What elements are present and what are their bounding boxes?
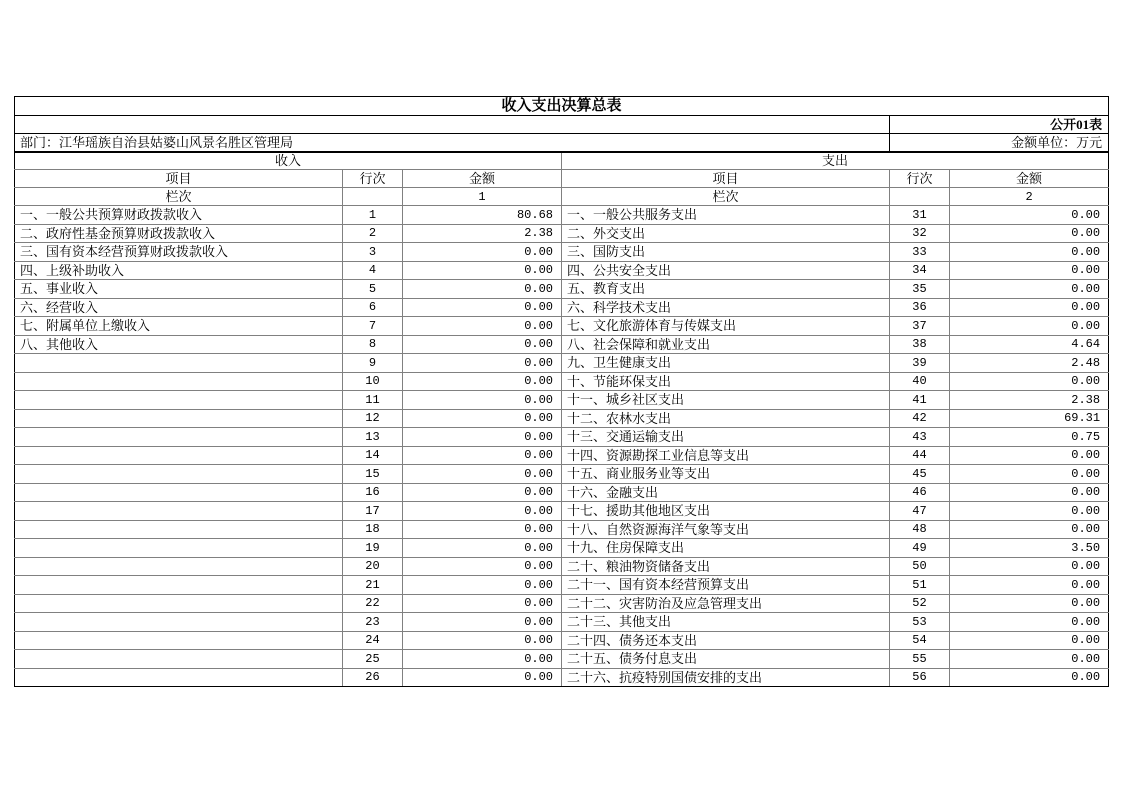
- income-amount-cell: 0.00: [403, 668, 562, 687]
- table-row: [15, 483, 1109, 502]
- expense-amount-cell: 3.50: [950, 539, 1109, 558]
- expense-amount-cell: 0.00: [950, 483, 1109, 502]
- expense-column-index-label: 栏次: [562, 188, 890, 206]
- expense-amount-cell: 0.00: [950, 502, 1109, 521]
- expense-item-cell: 二十一、国有资本经营预算支出: [562, 576, 890, 595]
- expense-item-cell: 十一、城乡社区支出: [562, 391, 890, 410]
- table-row: [15, 465, 1109, 484]
- table-row: [15, 557, 1109, 576]
- table-row: [15, 335, 1109, 354]
- expense-item-cell: 四、公共安全支出: [562, 261, 890, 280]
- expense-line-no-header: 行次: [890, 170, 950, 188]
- income-amount-cell: 80.68: [403, 206, 562, 225]
- income-item-cell: [15, 576, 343, 595]
- expense-line-no-blank: [890, 188, 950, 206]
- income-line-cell: 21: [343, 576, 403, 595]
- income-line-cell: 6: [343, 298, 403, 317]
- expense-line-cell: 49: [890, 539, 950, 558]
- income-item-cell: [15, 428, 343, 447]
- expense-amount-cell: 0.00: [950, 243, 1109, 262]
- income-item-cell: [15, 409, 343, 428]
- expense-line-cell: 44: [890, 446, 950, 465]
- expense-line-cell: 31: [890, 206, 950, 225]
- expense-line-cell: 53: [890, 613, 950, 632]
- expense-line-cell: 41: [890, 391, 950, 410]
- expense-item-cell: 十八、自然资源海洋气象等支出: [562, 520, 890, 539]
- income-line-cell: 4: [343, 261, 403, 280]
- income-amount-cell: 0.00: [403, 391, 562, 410]
- expense-amount-cell: 0.00: [950, 576, 1109, 595]
- expense-amount-cell: 0.00: [950, 446, 1109, 465]
- income-item-cell: [15, 520, 343, 539]
- section-header-row: [15, 152, 1109, 170]
- expense-item-cell: 十六、金融支出: [562, 483, 890, 502]
- expense-amount-cell: 0.00: [950, 372, 1109, 391]
- expense-item-header: 项目: [562, 170, 890, 188]
- income-line-cell: 18: [343, 520, 403, 539]
- income-line-cell: 25: [343, 650, 403, 669]
- expense-amount-cell: 4.64: [950, 335, 1109, 354]
- expense-item-cell: 十五、商业服务业等支出: [562, 465, 890, 484]
- table-row: [15, 243, 1109, 262]
- income-section-header: 收入: [15, 152, 562, 170]
- expense-item-cell: 十四、资源勘探工业信息等支出: [562, 446, 890, 465]
- table-row: [15, 391, 1109, 410]
- income-amount-cell: 0.00: [403, 576, 562, 595]
- expense-line-cell: 55: [890, 650, 950, 669]
- expenditure-section-header: 支出: [562, 152, 1109, 170]
- income-line-cell: 24: [343, 631, 403, 650]
- expense-line-cell: 36: [890, 298, 950, 317]
- income-amount-cell: 0.00: [403, 261, 562, 280]
- expense-item-cell: 十三、交通运输支出: [562, 428, 890, 447]
- income-line-cell: 20: [343, 557, 403, 576]
- expense-item-cell: 二十二、灾害防治及应急管理支出: [562, 594, 890, 613]
- expense-line-cell: 32: [890, 224, 950, 243]
- income-item-cell: 六、经营收入: [15, 298, 343, 317]
- table-row: [15, 594, 1109, 613]
- income-column-number: 1: [403, 188, 562, 206]
- page-title: 收入支出决算总表: [15, 97, 1109, 116]
- table-row: [15, 317, 1109, 336]
- header-spacer-cell: [15, 116, 890, 134]
- table-body: [15, 206, 1109, 687]
- income-item-cell: [15, 502, 343, 521]
- income-line-cell: 12: [343, 409, 403, 428]
- income-item-cell: [15, 631, 343, 650]
- income-line-cell: 26: [343, 668, 403, 687]
- expense-line-cell: 52: [890, 594, 950, 613]
- income-amount-cell: 0.00: [403, 298, 562, 317]
- income-item-cell: 七、附属单位上缴收入: [15, 317, 343, 336]
- table-row: [15, 206, 1109, 225]
- expense-amount-cell: 2.48: [950, 354, 1109, 373]
- expense-item-cell: 十七、援助其他地区支出: [562, 502, 890, 521]
- expense-line-cell: 33: [890, 243, 950, 262]
- expense-line-cell: 56: [890, 668, 950, 687]
- income-line-cell: 19: [343, 539, 403, 558]
- income-amount-cell: 0.00: [403, 594, 562, 613]
- income-item-cell: [15, 372, 343, 391]
- expense-amount-cell: 0.00: [950, 631, 1109, 650]
- income-item-cell: [15, 613, 343, 632]
- expense-line-cell: 48: [890, 520, 950, 539]
- income-amount-cell: 2.38: [403, 224, 562, 243]
- expense-line-cell: 51: [890, 576, 950, 595]
- income-item-cell: [15, 391, 343, 410]
- table-row: [15, 446, 1109, 465]
- table-row: [15, 224, 1109, 243]
- expense-line-cell: 35: [890, 280, 950, 299]
- expense-amount-cell: 0.00: [950, 594, 1109, 613]
- income-line-cell: 15: [343, 465, 403, 484]
- expense-amount-cell: 0.00: [950, 206, 1109, 225]
- income-amount-cell: 0.00: [403, 483, 562, 502]
- expense-line-cell: 34: [890, 261, 950, 280]
- income-item-cell: [15, 483, 343, 502]
- expense-amount-cell: 0.00: [950, 298, 1109, 317]
- income-line-cell: 2: [343, 224, 403, 243]
- table-row: [15, 539, 1109, 558]
- table-row: [15, 354, 1109, 373]
- income-column-index-label: 栏次: [15, 188, 343, 206]
- expense-amount-cell: 0.00: [950, 557, 1109, 576]
- income-item-cell: [15, 557, 343, 576]
- department-label: 部门：江华瑶族自治县姑婆山风景名胜区管理局: [15, 134, 890, 152]
- expense-line-cell: 37: [890, 317, 950, 336]
- income-item-cell: [15, 446, 343, 465]
- sheet-label: 公开01表: [890, 116, 1109, 134]
- expense-amount-cell: 0.00: [950, 520, 1109, 539]
- expense-item-cell: 十二、农林水支出: [562, 409, 890, 428]
- table-row: [15, 668, 1109, 687]
- expense-amount-cell: 2.38: [950, 391, 1109, 410]
- income-amount-cell: 0.00: [403, 280, 562, 299]
- income-item-cell: [15, 465, 343, 484]
- expense-item-cell: 二十四、债务还本支出: [562, 631, 890, 650]
- income-item-cell: [15, 650, 343, 669]
- expense-amount-cell: 0.00: [950, 280, 1109, 299]
- table-row: [15, 372, 1109, 391]
- expense-item-cell: 二、外交支出: [562, 224, 890, 243]
- expense-line-cell: 40: [890, 372, 950, 391]
- income-item-cell: 一、一般公共预算财政拨款收入: [15, 206, 343, 225]
- table-row: [15, 261, 1109, 280]
- expense-item-cell: 八、社会保障和就业支出: [562, 335, 890, 354]
- budget-summary-table: [14, 96, 1109, 687]
- expense-line-cell: 47: [890, 502, 950, 521]
- income-line-cell: 9: [343, 354, 403, 373]
- table-row: [15, 502, 1109, 521]
- expense-line-cell: 43: [890, 428, 950, 447]
- income-amount-cell: 0.00: [403, 502, 562, 521]
- expense-item-cell: 十、节能环保支出: [562, 372, 890, 391]
- column-index-row: [15, 188, 1109, 206]
- table-row: [15, 576, 1109, 595]
- expense-line-cell: 46: [890, 483, 950, 502]
- expense-line-cell: 39: [890, 354, 950, 373]
- income-amount-cell: 0.00: [403, 539, 562, 558]
- column-header-row: [15, 170, 1109, 188]
- income-item-cell: [15, 354, 343, 373]
- expense-item-cell: 一、一般公共服务支出: [562, 206, 890, 225]
- expense-item-cell: 二十六、抗疫特别国债安排的支出: [562, 668, 890, 687]
- table-row: [15, 428, 1109, 447]
- sheet-label-row: [15, 116, 1109, 134]
- income-line-cell: 23: [343, 613, 403, 632]
- expense-amount-header: 金额: [950, 170, 1109, 188]
- expense-item-cell: 二十三、其他支出: [562, 613, 890, 632]
- department-row: [15, 134, 1109, 152]
- expense-item-cell: 七、文化旅游体育与传媒支出: [562, 317, 890, 336]
- table-row: [15, 613, 1109, 632]
- income-line-cell: 1: [343, 206, 403, 225]
- income-amount-cell: 0.00: [403, 372, 562, 391]
- income-amount-cell: 0.00: [403, 317, 562, 336]
- expense-amount-cell: 0.00: [950, 465, 1109, 484]
- income-amount-cell: 0.00: [403, 243, 562, 262]
- table-row: [15, 280, 1109, 299]
- income-line-cell: 13: [343, 428, 403, 447]
- income-item-cell: 四、上级补助收入: [15, 261, 343, 280]
- income-line-cell: 22: [343, 594, 403, 613]
- expense-item-cell: 十九、住房保障支出: [562, 539, 890, 558]
- income-amount-cell: 0.00: [403, 650, 562, 669]
- expense-line-cell: 45: [890, 465, 950, 484]
- income-amount-cell: 0.00: [403, 446, 562, 465]
- expense-line-cell: 42: [890, 409, 950, 428]
- income-item-cell: 五、事业收入: [15, 280, 343, 299]
- income-amount-cell: 0.00: [403, 465, 562, 484]
- table-row: [15, 650, 1109, 669]
- income-item-header: 项目: [15, 170, 343, 188]
- expense-item-cell: 二十、粮油物资储备支出: [562, 557, 890, 576]
- income-line-cell: 3: [343, 243, 403, 262]
- income-item-cell: 八、其他收入: [15, 335, 343, 354]
- income-line-cell: 7: [343, 317, 403, 336]
- income-amount-cell: 0.00: [403, 354, 562, 373]
- income-item-cell: 二、政府性基金预算财政拨款收入: [15, 224, 343, 243]
- income-item-cell: [15, 539, 343, 558]
- income-line-cell: 10: [343, 372, 403, 391]
- income-amount-cell: 0.00: [403, 613, 562, 632]
- expense-line-cell: 38: [890, 335, 950, 354]
- amount-unit-label: 金额单位：万元: [890, 134, 1109, 152]
- expense-line-cell: 50: [890, 557, 950, 576]
- income-line-no-blank: [343, 188, 403, 206]
- expense-item-cell: 九、卫生健康支出: [562, 354, 890, 373]
- income-amount-cell: 0.00: [403, 428, 562, 447]
- income-line-cell: 11: [343, 391, 403, 410]
- expense-amount-cell: 0.00: [950, 224, 1109, 243]
- income-amount-cell: 0.00: [403, 409, 562, 428]
- income-amount-header: 金额: [403, 170, 562, 188]
- expense-column-number: 2: [950, 188, 1109, 206]
- income-line-cell: 5: [343, 280, 403, 299]
- income-item-cell: 三、国有资本经营预算财政拨款收入: [15, 243, 343, 262]
- expense-amount-cell: 0.00: [950, 317, 1109, 336]
- income-amount-cell: 0.00: [403, 335, 562, 354]
- income-item-cell: [15, 594, 343, 613]
- income-line-cell: 14: [343, 446, 403, 465]
- expense-item-cell: 六、科学技术支出: [562, 298, 890, 317]
- table-row: [15, 631, 1109, 650]
- income-amount-cell: 0.00: [403, 557, 562, 576]
- income-line-no-header: 行次: [343, 170, 403, 188]
- title-row: [15, 97, 1109, 116]
- income-item-cell: [15, 668, 343, 687]
- expense-amount-cell: 69.31: [950, 409, 1109, 428]
- income-line-cell: 17: [343, 502, 403, 521]
- income-amount-cell: 0.00: [403, 631, 562, 650]
- expense-item-cell: 五、教育支出: [562, 280, 890, 299]
- table-header-block: [15, 97, 1109, 206]
- expense-item-cell: 三、国防支出: [562, 243, 890, 262]
- income-line-cell: 16: [343, 483, 403, 502]
- table-row: [15, 520, 1109, 539]
- expense-amount-cell: 0.00: [950, 261, 1109, 280]
- expense-line-cell: 54: [890, 631, 950, 650]
- expense-amount-cell: 0.75: [950, 428, 1109, 447]
- expense-amount-cell: 0.00: [950, 613, 1109, 632]
- table-row: [15, 298, 1109, 317]
- expense-amount-cell: 0.00: [950, 668, 1109, 687]
- income-amount-cell: 0.00: [403, 520, 562, 539]
- table-row: [15, 409, 1109, 428]
- expense-item-cell: 二十五、债务付息支出: [562, 650, 890, 669]
- expense-amount-cell: 0.00: [950, 650, 1109, 669]
- income-line-cell: 8: [343, 335, 403, 354]
